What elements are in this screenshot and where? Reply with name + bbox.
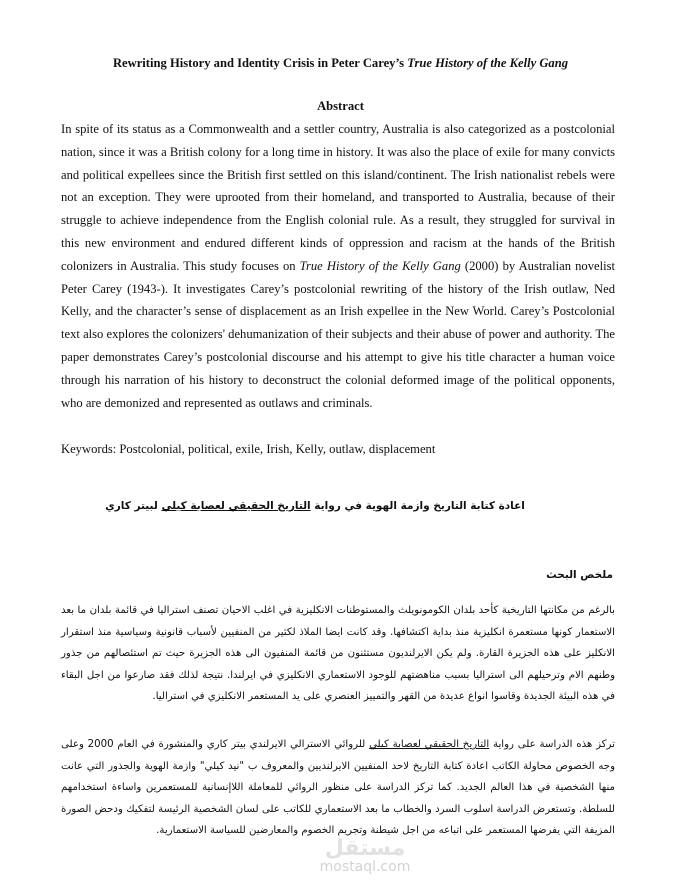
- keywords: Keywords: Postcolonial, political, exile, Irish, Kelly, outlaw, displacement: [61, 442, 436, 456]
- abstract-book-title: True History of the Kelly Gang: [299, 258, 461, 273]
- arabic-title: [100, 500, 530, 512]
- mostaql-watermark: [300, 838, 430, 874]
- arabic-title-part2: لبيتر كاري: [105, 500, 162, 512]
- arabic-abstract-heading: ملخص البحث: [546, 569, 613, 581]
- abstract-text-part2: (2000) by Australian novelist Peter Carey (1943-). It investigates Carey’s postcolonial rewriting of the history of the Irish outlaw, Ned Kelly, and the character’s sense of displacement as an Irish expellee in the New World. Carey’s Postcolonial text also explores the colonizers' dehumanization of their subjects and their abuse of power and authority. The paper demonstrates Carey’s postcolonial discourse and his attempt to give his title character a human voice through his narration of his history to deconstruct the colonial deformed image of the political opponents, who are demonized and represented as outlaws and criminals.: [61, 258, 615, 410]
- arabic-title-book: التاريخ الحقيقي لعصابة كيلي: [161, 500, 311, 512]
- arabic-para2-book: التاريخ الحقيقي لعصابة كيلي: [369, 739, 490, 750]
- paper-title: [60, 56, 621, 71]
- watermark-text: mostaql.com: [319, 859, 411, 875]
- abstract-text-part1: In spite of its status as a Commonwealth and a settler country, Australia is also categorized as a postcolonial nation, since it was a British colony for a long time in history. It was also the place of exile for many convicts and political expellees since the British first settled on this island/continent. The Irish nationalist rebels were not an exception. They were uprooted from their homeland, and transported to Australia, because of their struggle to achieve independence from the English colonial rule. As a result, they struggled for survival in this new environment and endured different kinds of oppression and racism at the hands of the British colonizers in Australia. This study focuses on: [61, 122, 615, 273]
- arabic-para2-part2: للروائي الاسترالي الايرلندي بيتر كاري والمنشورة في العام 2000 وعلى وجه الخصوص محاولة الكاتب اعادة كتابة التاريخ لاحد المنفيين الايرلنديين والمعروف ب "نيد كيلي" وازمة الهوية والجذور التي عانت منها الشخصية في هذا العالم الجديد. كما تركز الدراسة على منظور الروائي للمعاملة اللاإنسانية للمستعمرين واساءة استخدامهم للسلطة. وتستعرض الدراسة اسلوب السرد والخطاب ما بعد الاستعماري للكاتب على لسان الشخصية الرئيسة لتفكيك ودحض الصورة المزيفة التي يفرضها المستعمر على اتباعه من اجل شيطنة وتجريم الخصوم والمعارضين للسياسة الاستعمارية.: [61, 739, 615, 837]
- arabic-paragraph-1: بالرغم من مكانتها التاريخية كأحد بلدان الكومونويلث والمستوطنات الانكليزية في اغلب الاحيان تصنف استراليا في قائمة بلدان ما بعد الاستعمار كونها مستعمرة انكليزية منذ بداية اكتشافها. وقد كانت ايضا الملاذ لكثير من المنفيين لأسباب قانونية وسياسية منذ استقرار الانكليز على هذه الجزيرة القارة. ولم يكن الايرلنديون مستثنون من قائمة المنفيون الى هذه الجزيرة حيث تم استئصالهم من جذور وطنهم الام وترحيلهم الى استراليا بسبب مناهضتهم للوجود الاستعماري الانكليزي في ايرلندا. نتيجة لذلك فقد صارعوا من اجل البقاء في هذه البيئة الجديدة وقاسوا انواع عديدة من القهر والتمييز العنصري على يد المستعمر الانكليزي في استراليا.: [61, 605, 615, 703]
- abstract-body: [61, 118, 615, 414]
- arabic-paragraph-2: [61, 734, 615, 842]
- paper-title-main: Rewriting History and Identity Crisis in Peter Carey’s: [112, 56, 408, 70]
- arabic-title-part1: اعادة كتابة التاريخ وازمة الهوية في رواية: [310, 500, 525, 512]
- paper-title-book: True History of the Kelly Gang: [407, 56, 569, 70]
- watermark-logo-icon: مستقل: [324, 836, 406, 861]
- arabic-para2-part1: تركز هذه الدراسة على رواية: [489, 739, 615, 750]
- abstract-heading: Abstract: [317, 99, 364, 113]
